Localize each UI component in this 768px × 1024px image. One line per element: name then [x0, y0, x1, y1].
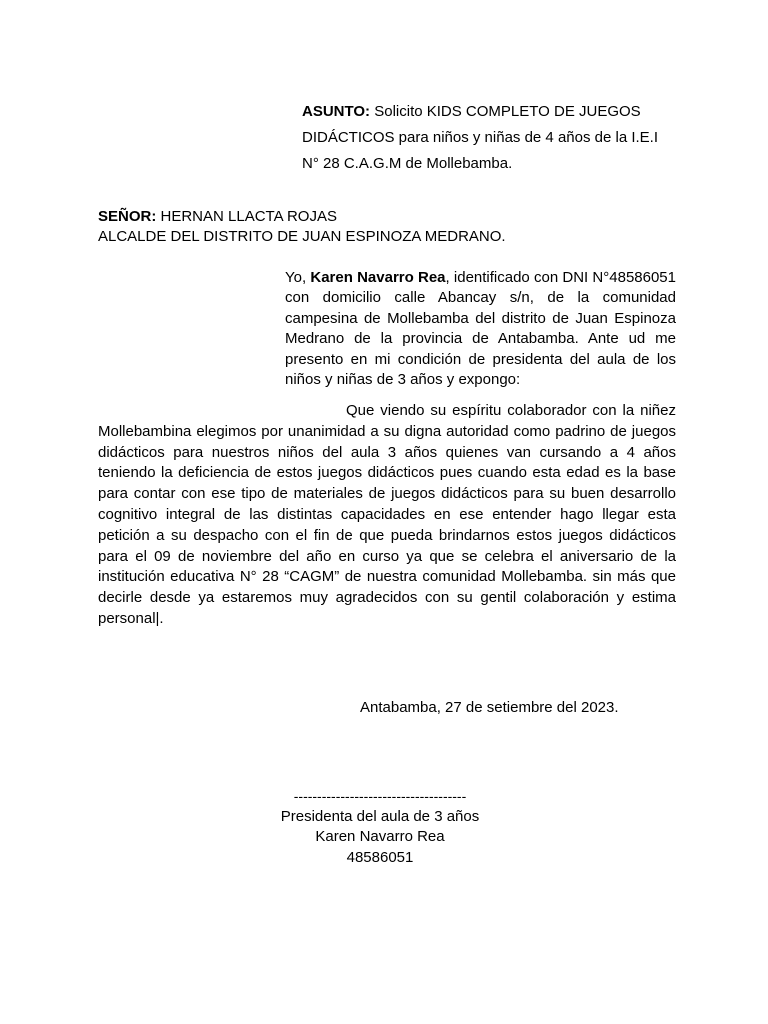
date-line: Antabamba, 27 de setiembre del 2023.: [360, 699, 619, 716]
subject-line-2: DIDÁCTICOS para niños y niñas de 4 años de la I.E.I: [302, 129, 659, 146]
signature-dni: 48586051: [346, 848, 414, 866]
intro-rest: , identificado con DNI N°48586051 con domicilio calle Abancay s/n, de la comunidad campesina de Mollebamba del distrito de Juan Espinoza Medrano de la provincia de Antabamba. Ante ud me presento en mi condición de presidenta del aula de los niños y niñas de 3 años y expongo:: [285, 269, 676, 389]
subject-label: ASUNTO:: [302, 103, 371, 120]
signature-line: -------------------------------------: [293, 788, 467, 804]
subject-block: [302, 99, 682, 177]
signature-role: Presidenta del aula de 3 años: [280, 807, 480, 825]
subject-line-3: N° 28 C.A.G.M de Mollebamba.: [302, 155, 513, 172]
signature-block: [270, 786, 490, 868]
subject-line-1: [302, 99, 682, 125]
recipient-line: [98, 207, 678, 227]
intro-prefix: Yo,: [285, 269, 307, 286]
recipient-label: SEÑOR:: [98, 208, 157, 225]
recipient-name: HERNAN LLACTA ROJAS: [160, 208, 337, 225]
subject-text-1: Solicito KIDS COMPLETO DE JUEGOS: [374, 103, 641, 120]
signature-name: Karen Navarro Rea: [315, 828, 445, 845]
intro-name: Karen Navarro Rea: [310, 269, 446, 286]
body-paragraph: Que viendo su espíritu colaborador con la niñez Mollebambina elegimos por unanimidad a su digna autoridad como padrino de juegos didácticos para nuestros niños del aula 3 años quienes van cursando a 4 años teniendo la deficiencia de estos juegos didácticos pues cuando esta edad es la base para contar con ese tipo de materiales de juegos didácticos para su buen desarrollo cognitivo integral de las distintas capacidades en ese entender hago llegar esta petición a su despacho con el fin de que pueda brindarnos estos juegos didácticos para el 09 de noviembre del año en curso ya que se celebra el aniversario de la institución educativa N° 28 “CAGM” de nuestra comunidad Mollebamba. sin más que decirle desde ya estaremos muy agradecidos con su gentil colaboración y estima personal|.: [98, 402, 676, 627]
recipient-block: [98, 207, 678, 247]
intro-paragraph: [285, 268, 676, 390]
recipient-title: ALCALDE DEL DISTRITO DE JUAN ESPINOZA MEDRANO.: [98, 228, 506, 245]
